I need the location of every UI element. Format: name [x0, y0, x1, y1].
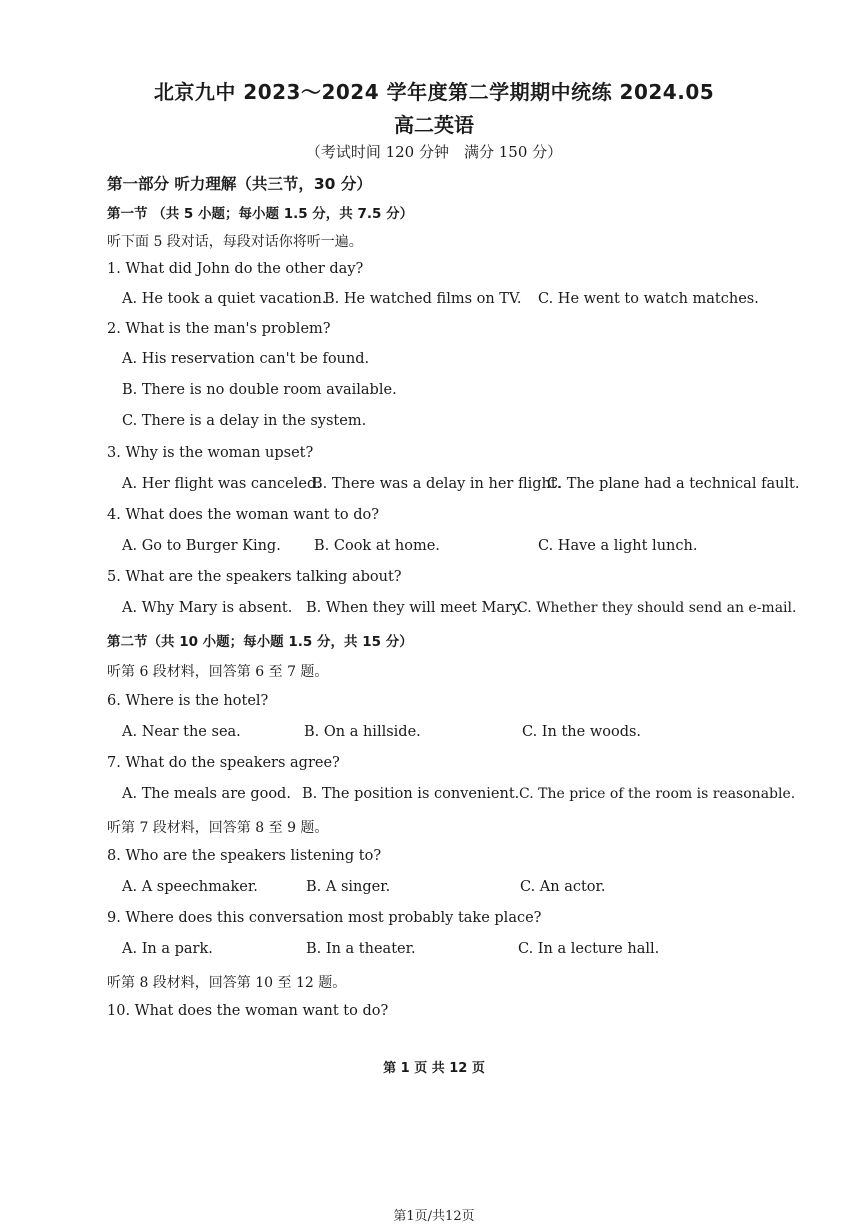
exam-title: 北京九中 2023～2024 学年度第二学期期中统练 2024.05 [153, 80, 715, 104]
part1-heading: 第一部分 听力理解（共三节，30 分） [107, 175, 372, 193]
q9-option-b: B. In a theater. [306, 941, 416, 957]
q2-option-c: C. There is a delay in the system. [122, 413, 367, 429]
q1-option-a: A. He took a quiet vacation. [122, 291, 327, 307]
question-10: 10. What does the woman want to do? [107, 1003, 389, 1019]
q5-option-b: B. When they will meet Mary. [306, 600, 523, 616]
section1-heading: 第一节 （共 5 小题；每小题 1.5 分，共 7.5 分） [107, 206, 414, 222]
q7-option-c: C. The price of the room is reasonable. [519, 786, 796, 802]
q8-option-c: C. An actor. [520, 879, 606, 895]
q3-option-c: C. The plane had a technical fault. [547, 476, 800, 492]
q6-option-c: C. In the woods. [522, 724, 642, 740]
q5-option-c: C. Whether they should send an e-mail. [517, 600, 797, 616]
q4-option-c: C. Have a light lunch. [538, 538, 698, 554]
q4-option-a: A. Go to Burger King. [122, 538, 281, 554]
q8-option-a: A. A speechmaker. [122, 879, 258, 895]
question-3: 3. Why is the woman upset? [107, 445, 314, 461]
q1-option-b: B. He watched films on TV. [324, 291, 522, 307]
section2-instruction-8: 听第 8 段材料，回答第 10 至 12 题。 [107, 975, 347, 991]
question-2: 2. What is the man's problem? [107, 321, 331, 337]
q3-option-b: B. There was a delay in her flight. [312, 476, 562, 492]
q7-option-a: A. The meals are good. [122, 786, 291, 802]
viewer-page-indicator: 第1页/共12页 [393, 1209, 475, 1224]
question-1: 1. What did John do the other day? [107, 261, 364, 277]
q2-option-a: A. His reservation can't be found. [122, 351, 370, 367]
page-number-label: 第 1 页 共 12 页 [383, 1061, 485, 1076]
question-8: 8. Who are the speakers listening to? [107, 848, 382, 864]
section1-instruction: 听下面 5 段对话，每段对话你将听一遍。 [107, 234, 363, 250]
section2-heading: 第二节（共 10 小题；每小题 1.5 分，共 15 分） [107, 634, 413, 650]
q9-option-a: A. In a park. [122, 941, 213, 957]
page-number-footer [0, 1057, 868, 1076]
exam-subject: 高二英语 [394, 113, 474, 137]
question-6: 6. Where is the hotel? [107, 693, 269, 709]
q7-option-b: B. The position is convenient. [302, 786, 520, 802]
section2-instruction-6: 听第 6 段材料，回答第 6 至 7 题。 [107, 664, 329, 680]
q6-option-a: A. Near the sea. [122, 724, 241, 740]
question-7: 7. What do the speakers agree? [107, 755, 340, 771]
q1-option-c: C. He went to watch matches. [538, 291, 759, 307]
q9-option-c: C. In a lecture hall. [518, 941, 660, 957]
question-5: 5. What are the speakers talking about? [107, 569, 402, 585]
q8-option-b: B. A singer. [306, 879, 391, 895]
q5-option-a: A. Why Mary is absent. [122, 600, 293, 616]
q4-option-b: B. Cook at home. [314, 538, 440, 554]
exam-info: （考试时间 120 分钟 满分 150 分） [305, 143, 563, 161]
q6-option-b: B. On a hillside. [304, 724, 421, 740]
section2-instruction-7: 听第 7 段材料，回答第 8 至 9 题。 [107, 820, 329, 836]
question-4: 4. What does the woman want to do? [107, 507, 380, 523]
q3-option-a: A. Her flight was canceled. [122, 476, 321, 492]
question-9: 9. Where does this conversation most probably take place? [107, 910, 542, 926]
q2-option-b: B. There is no double room available. [122, 382, 397, 398]
